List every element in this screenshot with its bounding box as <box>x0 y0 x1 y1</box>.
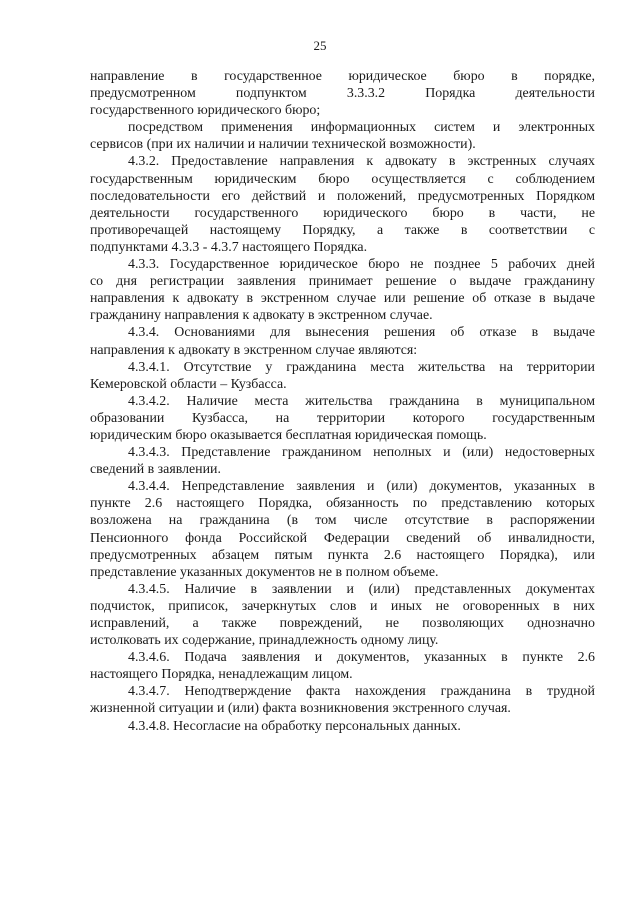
paragraph <box>90 718 595 735</box>
text-line: настоящего Порядка, ненадлежащим лицом. <box>90 667 353 683</box>
text-line: 4.3.4.7. Неподтверждение факта нахождения гражданина в трудной <box>128 684 595 700</box>
text-line: Пенсионного фонда Российской Федерации сведений об инвалидности, <box>90 530 595 546</box>
text-line: гражданину направления к адвокату в экстренном случае. <box>90 308 433 324</box>
paragraph <box>90 153 595 256</box>
text-line: пункте 2.6 настоящего Порядка, обязанность по представлению которых <box>90 496 595 512</box>
text-line: 4.3.4.1. Отсутствие у гражданина места жительства на территории <box>128 359 595 375</box>
text-line: представление указанных документов не в полном объеме. <box>90 564 439 580</box>
text-line: истолковать их содержание, принадлежность одному лицу. <box>90 633 439 649</box>
paragraph <box>90 683 595 717</box>
text-line: сведений в заявлении. <box>90 462 221 478</box>
text-line: 4.3.3. Государственное юридическое бюро не позднее 5 рабочих дней <box>128 257 595 273</box>
text-line: 4.3.4.6. Подача заявления и документов, указанных в пункте 2.6 <box>128 650 595 666</box>
text-line: Кемеровской области – Кузбасса. <box>90 376 287 392</box>
paragraph <box>90 68 595 119</box>
text-line: подчисток, приписок, зачеркнутых слов и иных не оговоренных в них <box>90 598 595 614</box>
text-line: 4.3.4.3. Представление гражданином неполных и (или) недостоверных <box>128 445 595 461</box>
text-line: исправлений, а также повреждений, не позволяющих однозначно <box>90 616 595 631</box>
text-line: посредством применения информационных систем и электронных <box>128 120 595 136</box>
text-line: 4.3.4. Основаниями для вынесения решения об отказе в выдаче <box>128 325 595 341</box>
text-line: деятельности государственного юридического бюро в части, не <box>90 205 595 221</box>
text-line: 4.3.2. Предоставление направления к адвокату в экстренных случаях <box>128 154 595 170</box>
text-line: образовании Кузбасса, на территории которого государственным <box>90 410 595 426</box>
text-line: возложена на гражданина (в том числе отсутствие в распоряжении <box>90 513 595 529</box>
paragraph <box>90 581 595 649</box>
text-line: направление в государственное юридическое бюро в порядке, <box>90 69 595 84</box>
text-line: жизненной ситуации и (или) факта возникновения экстренного случая. <box>90 701 511 717</box>
text-line: последовательности его действий и положений, предусмотренных Порядком <box>90 188 595 204</box>
text-line: юридическим бюро оказывается бесплатная юридическая помощь. <box>90 427 487 443</box>
paragraph <box>90 119 595 153</box>
text-line: государственным юридическим бюро осуществляется с соблюдением <box>90 171 595 187</box>
text-line: предусмотренном подпунктом 3.3.3.2 Порядка деятельности <box>90 86 595 102</box>
text-line: 4.3.4.4. Непредставление заявления и (или) документов, указанных в <box>128 479 595 495</box>
paragraph <box>90 393 595 444</box>
paragraph <box>90 324 595 358</box>
text-line: государственного юридического бюро; <box>90 103 321 119</box>
text-line: направления к адвокату в экстренном случае или решение об отказе в выдаче <box>90 291 595 307</box>
paragraph <box>90 359 595 393</box>
paragraph <box>90 256 595 324</box>
paragraph <box>90 478 595 581</box>
text-line: сервисов (при их наличии и наличии технической возможности). <box>90 137 476 153</box>
text-line: со дня регистрации заявления принимает решение о выдаче гражданину <box>90 274 595 290</box>
paragraph <box>90 649 595 683</box>
document-body <box>90 68 595 735</box>
text-line: подпунктами 4.3.3 - 4.3.7 настоящего Порядка. <box>90 239 368 255</box>
text-line: 4.3.4.2. Наличие места жительства гражданина в муниципальном <box>128 393 595 409</box>
text-line: направления к адвокату в экстренном случае являются: <box>90 342 418 358</box>
text-line: 4.3.4.8. Несогласие на обработку персональных данных. <box>128 718 461 734</box>
text-line: противоречащей настоящему Порядку, а также в соответствии с <box>90 222 595 238</box>
text-line: 4.3.4.5. Наличие в заявлении и (или) представленных документах <box>128 581 595 597</box>
paragraph <box>90 444 595 478</box>
text-line: предусмотренных абзацем пятым пункта 2.6 настоящего Порядка), или <box>90 547 595 563</box>
page-number: 25 <box>313 38 327 53</box>
